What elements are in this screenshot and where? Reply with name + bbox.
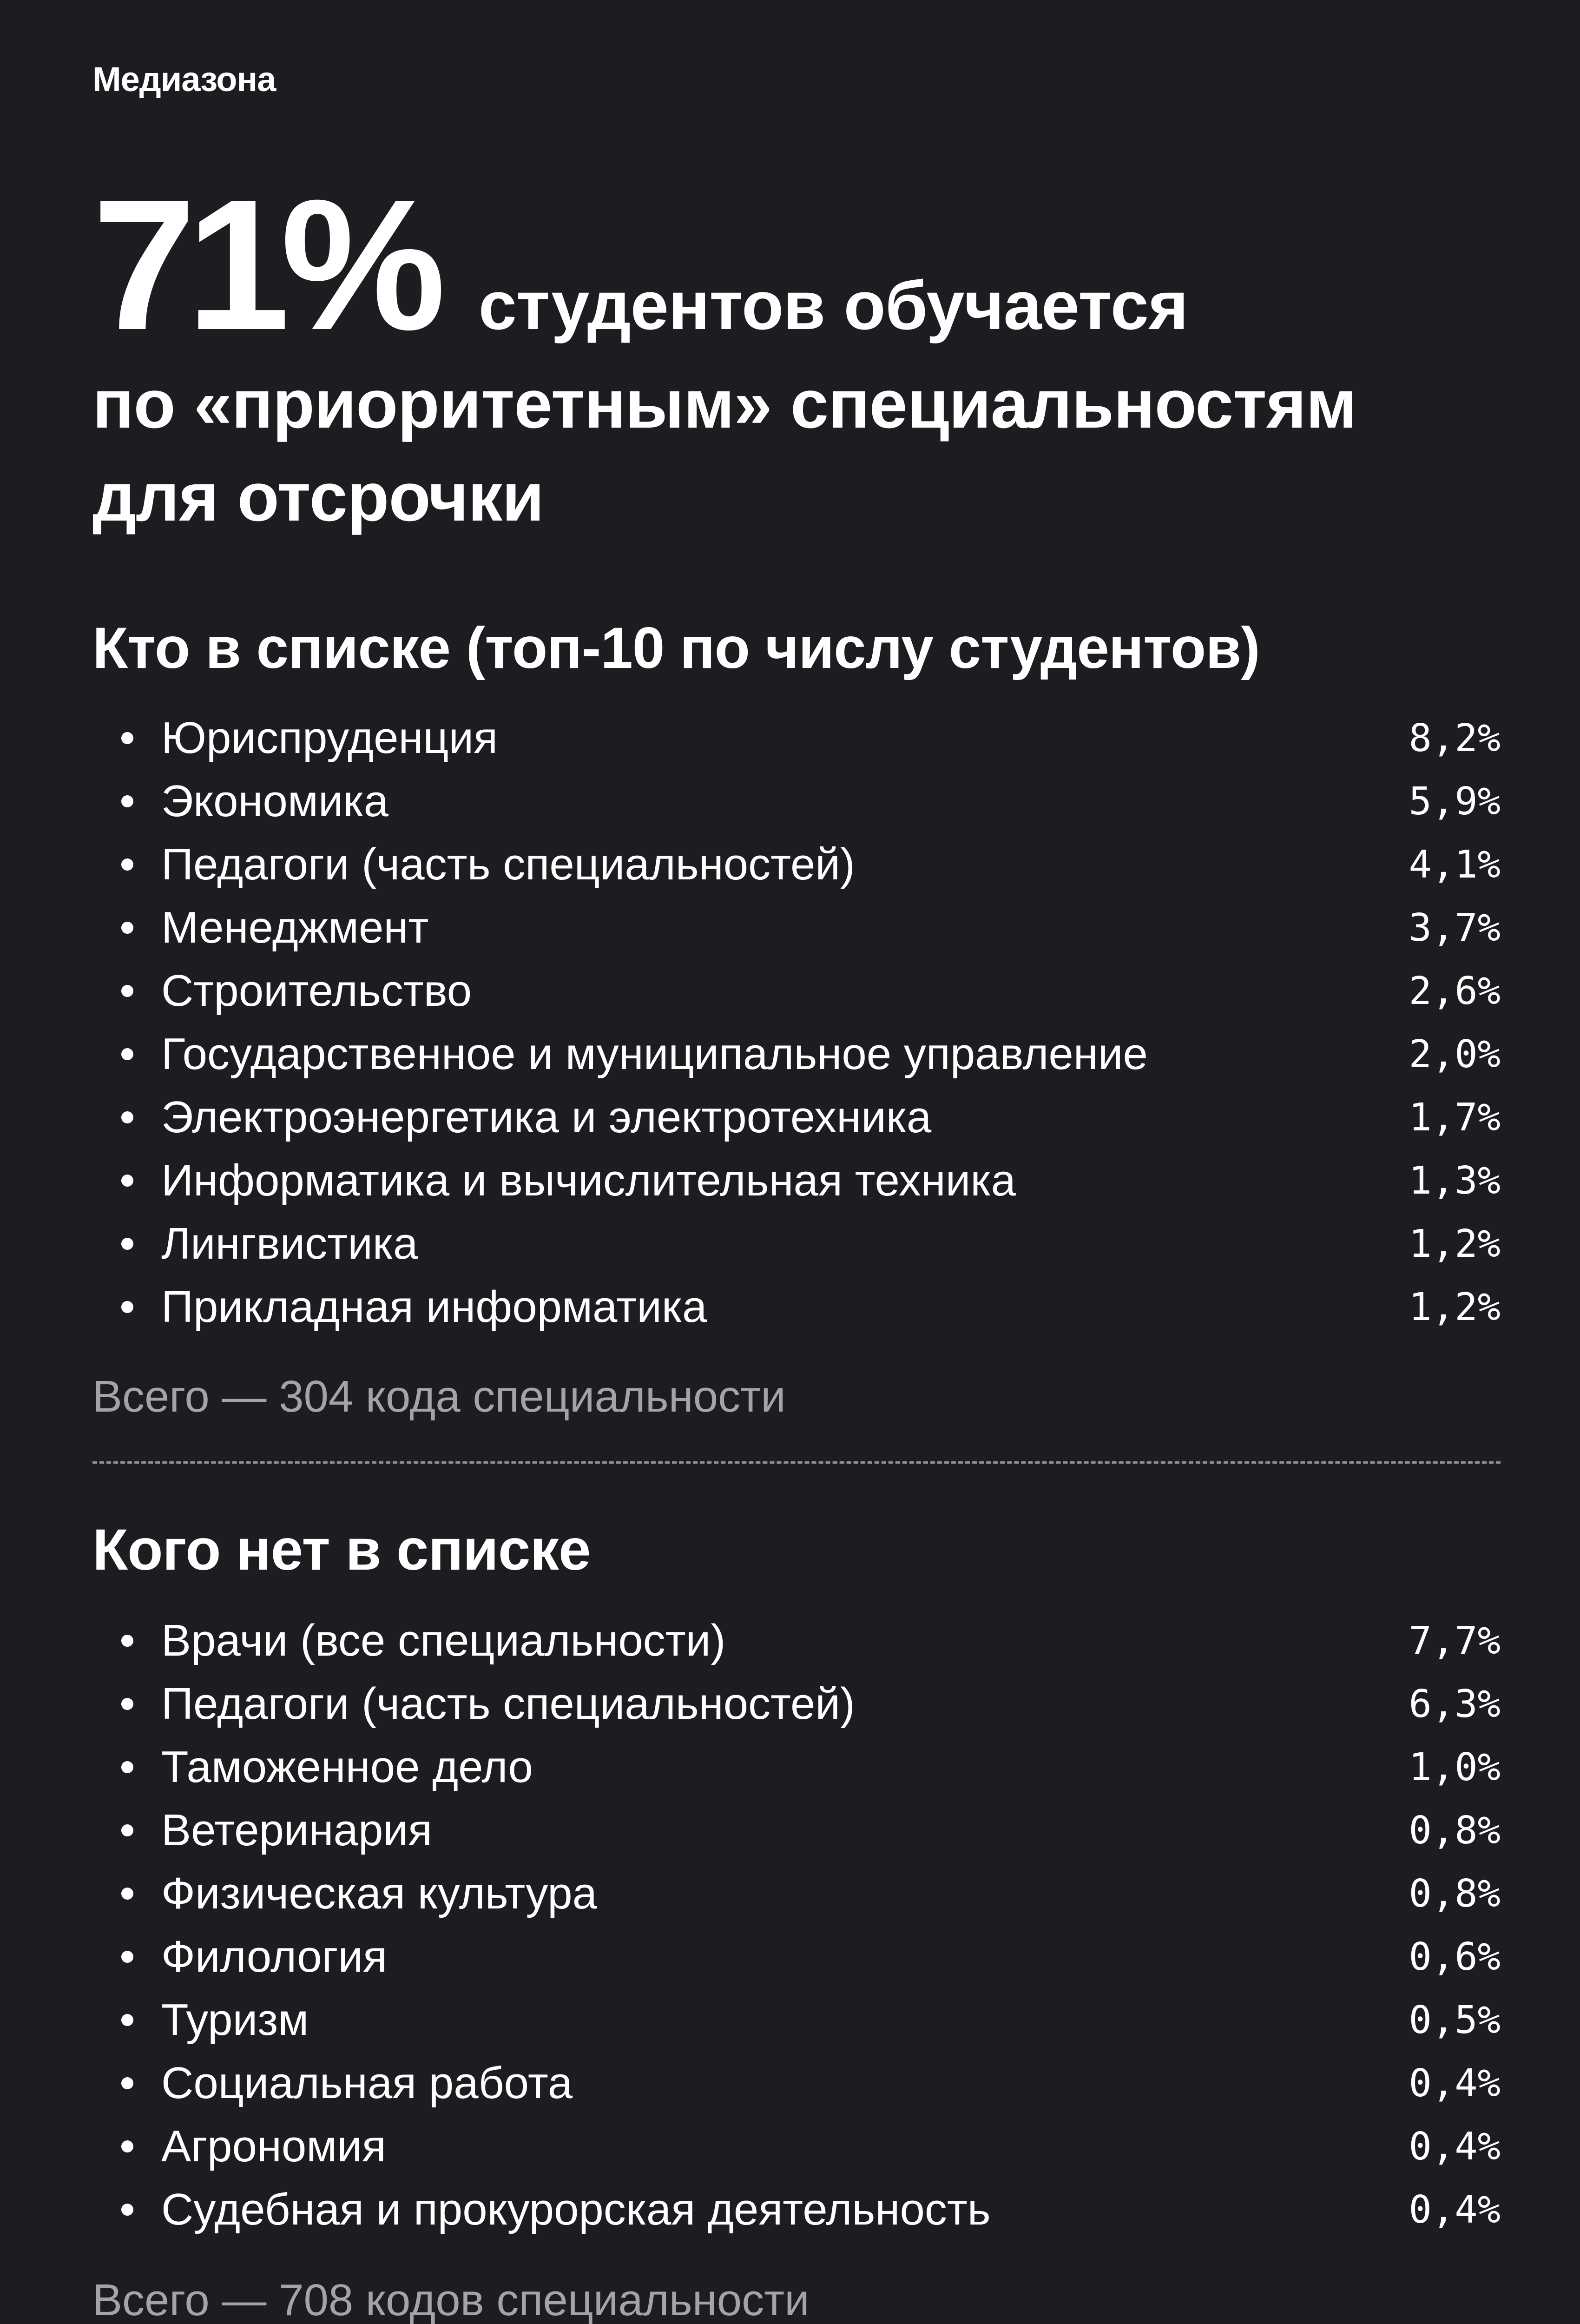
list-item-value: 1,2% <box>1409 1221 1501 1266</box>
bullet-icon <box>121 2077 133 2089</box>
list-item-name: Социальная работа <box>161 2058 573 2108</box>
bullet-icon <box>121 2204 133 2216</box>
section-title-not-in-list: Кого нет в списке <box>92 1518 591 1582</box>
list-item-value: 0,5% <box>1409 1998 1501 2042</box>
list-item-value: 0,4% <box>1409 2061 1501 2106</box>
list-item <box>92 1799 1501 1862</box>
bullet-icon <box>121 1888 133 1900</box>
list-item-value: 1,0% <box>1409 1745 1501 1789</box>
not-in-list-items <box>92 1609 1501 2241</box>
list-item-value: 0,4% <box>1409 2187 1501 2232</box>
list-item <box>92 770 1501 833</box>
list-item-value: 0,8% <box>1409 1871 1501 1916</box>
list-item <box>92 706 1501 770</box>
list-item <box>92 2052 1501 2115</box>
total-in-list: Всего — 304 кода специальности <box>92 1372 786 1421</box>
headline-text-2: по «приоритетным» специальностям <box>92 366 1356 442</box>
list-item-name: Агрономия <box>161 2121 386 2171</box>
bullet-icon <box>121 985 133 997</box>
list-item-value: 8,2% <box>1409 716 1501 760</box>
section-title-in-list: Кто в списке (топ-10 по числу студентов) <box>92 616 1260 680</box>
list-item-value: 7,7% <box>1409 1618 1501 1663</box>
list-item <box>92 2115 1501 2178</box>
list-item <box>92 1988 1501 2052</box>
bullet-icon <box>121 922 133 934</box>
list-item-name: Туризм <box>161 1995 309 2045</box>
bullet-icon <box>121 2140 133 2152</box>
list-item-value: 0,4% <box>1409 2124 1501 2169</box>
bullet-icon <box>121 1238 133 1250</box>
list-item <box>92 1023 1501 1086</box>
list-item <box>92 1672 1501 1736</box>
list-item-name: Государственное и муниципальное управление <box>161 1029 1148 1079</box>
list-item-value: 0,8% <box>1409 1808 1501 1853</box>
bullet-icon <box>121 1111 133 1123</box>
headline-line-1 <box>92 161 1533 369</box>
list-item-value: 3,7% <box>1409 905 1501 950</box>
bullet-icon <box>121 1824 133 1836</box>
headline-text-1: студентов обучается <box>478 267 1188 344</box>
list-item <box>92 1149 1501 1212</box>
list-item-value: 2,6% <box>1409 969 1501 1013</box>
bullet-icon <box>121 732 133 744</box>
list-item-name: Электроэнергетика и электротехника <box>161 1092 932 1142</box>
bullet-icon <box>121 795 133 807</box>
list-item <box>92 2178 1501 2241</box>
list-item-name: Физическая культура <box>161 1868 598 1918</box>
list-item-name: Педагоги (часть специальностей) <box>161 1679 856 1729</box>
list-item-name: Педагоги (часть специальностей) <box>161 839 856 889</box>
bullet-icon <box>121 1951 133 1963</box>
list-item-value: 1,3% <box>1409 1158 1501 1203</box>
bullet-icon <box>121 858 133 871</box>
list-item-name: Лингвистика <box>161 1219 418 1268</box>
list-item-name: Филология <box>161 1932 388 1981</box>
headline <box>92 161 1533 544</box>
list-item-name: Информатика и вычислительная техника <box>161 1155 1016 1205</box>
brand-logo: Медиазона <box>92 60 276 99</box>
bullet-icon <box>121 1698 133 1710</box>
list-item-name: Юриспруденция <box>161 713 498 763</box>
list-item <box>92 833 1501 896</box>
bullet-icon <box>121 2014 133 2026</box>
bullet-icon <box>121 1301 133 1313</box>
bullet-icon <box>121 1175 133 1187</box>
headline-percent: 71% <box>92 161 437 369</box>
list-item <box>92 1736 1501 1799</box>
list-item-value: 6,3% <box>1409 1682 1501 1726</box>
dashed-divider <box>92 1461 1501 1464</box>
list-item-name: Судебная и прокурорская деятельность <box>161 2185 991 2234</box>
list-item <box>92 959 1501 1023</box>
list-item-value: 5,9% <box>1409 779 1501 824</box>
bullet-icon <box>121 1635 133 1647</box>
list-item-name: Менеджмент <box>161 903 429 952</box>
list-item-value: 0,6% <box>1409 1934 1501 1979</box>
bullet-icon <box>121 1761 133 1773</box>
list-item-name: Экономика <box>161 776 388 826</box>
list-item <box>92 1862 1501 1925</box>
list-item-name: Прикладная информатика <box>161 1282 707 1332</box>
list-item-name: Ветеринария <box>161 1805 432 1855</box>
list-item <box>92 1212 1501 1275</box>
total-not-in-list: Всего — 708 кодов специальности <box>92 2275 810 2324</box>
list-item-name: Врачи (все специальности) <box>161 1616 726 1665</box>
list-item <box>92 1086 1501 1149</box>
headline-text-3: для отсрочки <box>92 459 544 535</box>
list-item-value: 2,0% <box>1409 1032 1501 1076</box>
in-list-items <box>92 706 1501 1339</box>
list-item <box>92 1925 1501 1988</box>
list-item-value: 4,1% <box>1409 842 1501 887</box>
list-item <box>92 1609 1501 1672</box>
list-item-name: Таможенное дело <box>161 1742 533 1792</box>
list-item-value: 1,2% <box>1409 1285 1501 1329</box>
list-item <box>92 896 1501 959</box>
list-item-value: 1,7% <box>1409 1095 1501 1140</box>
bullet-icon <box>121 1048 133 1060</box>
list-item <box>92 1275 1501 1339</box>
list-item-name: Строительство <box>161 966 472 1016</box>
